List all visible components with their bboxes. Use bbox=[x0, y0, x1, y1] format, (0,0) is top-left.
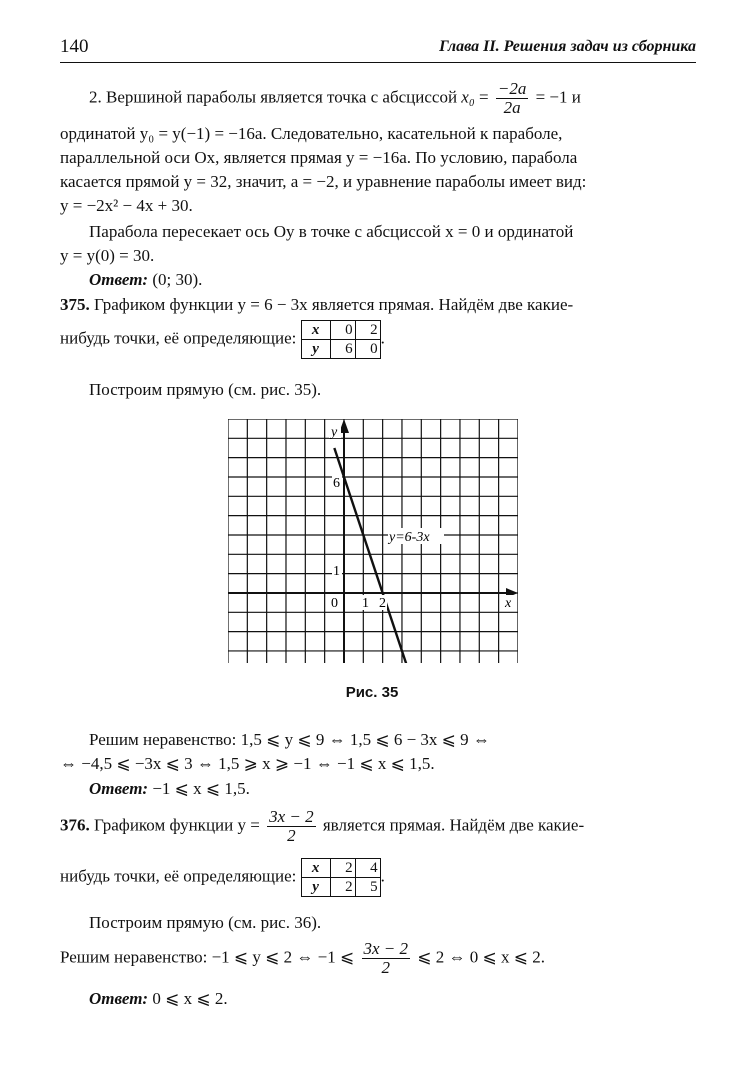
page-number: 140 bbox=[60, 36, 89, 57]
p375-solution-1: Решим неравенство: 1,5 ⩽ y ⩽ 9 ⇔ 1,5 ⩽ 6 − 3x ⩽ 9 ⇔ bbox=[89, 730, 490, 749]
x-axis-label: x bbox=[505, 596, 512, 611]
p2-answer: Ответ: (0; 30). bbox=[89, 270, 203, 289]
tick-label-y1: 1 bbox=[333, 564, 340, 579]
p375-line-1: 375. Графиком функции y = 6 − 3x является прямая. Найдём две какие- bbox=[60, 295, 574, 314]
page-header bbox=[60, 36, 696, 63]
p376-line-2: нибудь точки, её определяющие: x 2 4 y 2 5. bbox=[60, 858, 696, 897]
grid bbox=[228, 419, 518, 663]
tick-label-x1: 1 bbox=[362, 596, 369, 611]
function-line bbox=[334, 448, 411, 663]
tick-label-y6: 6 bbox=[333, 476, 340, 491]
p376-answer: Ответ: 0 ⩽ x ⩽ 2. bbox=[89, 989, 228, 1008]
p376-line-3: Построим прямую (см. рис. 36). bbox=[89, 913, 322, 932]
function-label: y=6-3x bbox=[389, 530, 430, 545]
p1-line-3: параллельной оси Ox, является прямая y = −16a. По условию, парабола bbox=[60, 148, 578, 167]
p375-line-2: нибудь точки, её определяющие: x 0 2 y 6 0. bbox=[60, 320, 696, 359]
fraction: $\frac{3x - 2}{2}$ bbox=[269, 807, 314, 845]
p1-line-1: 2. Вершиной параболы является точка с абсциссой x₀ = $\frac{-2a}{2a}$ = −1 и bbox=[89, 79, 581, 117]
p1-line-4: касается прямой y = 32, значит, a = −2, и уравнение параболы имеет вид: bbox=[60, 172, 587, 191]
p375-answer: Ответ: −1 ⩽ x ⩽ 1,5. bbox=[89, 779, 250, 798]
p376-line-1: 376. Графиком функции y = $\frac{3x - 2}{2}$ является прямая. Найдём две какие- bbox=[60, 807, 585, 845]
figure-35 bbox=[228, 419, 518, 663]
p1-line-2: ординатой y₀ = y(−1) = −16a. Следовательно, касательной к параболе, bbox=[60, 124, 563, 143]
p375-line-3: Построим прямую (см. рис. 35). bbox=[89, 380, 322, 399]
p1-line-5: y = −2x² − 4x + 30. bbox=[60, 196, 193, 215]
tick-label-x2: 2 bbox=[379, 596, 386, 611]
values-table-376: x 2 4 y 2 5 bbox=[301, 858, 381, 897]
fraction: $\frac{3x - 2}{2}$ bbox=[363, 939, 409, 977]
chapter-title: Глава II. Решения задач из сборника bbox=[439, 38, 696, 55]
p376-solution: Решим неравенство: −1 ⩽ y ⩽ 2 ⇔ −1 ⩽ $\frac{3x - 2}{2}$ ⩽ 2 ⇔ 0 ⩽ x ⩽ 2. bbox=[60, 939, 546, 977]
p375-solution-2: ⇔ −4,5 ⩽ −3x ⩽ 3 ⇔ 1,5 ⩾ x ⩾ −1 ⇔ −1 ⩽ x ⩽ 1,5. bbox=[60, 754, 435, 773]
values-table-375: x 0 2 y 6 0 bbox=[301, 320, 381, 359]
p2-line-2: y = y(0) = 30. bbox=[60, 246, 155, 265]
fraction: $\frac{-2a}{2a}$ bbox=[497, 79, 527, 117]
figure-caption: Рис. 35 bbox=[345, 684, 399, 701]
origin-label: 0 bbox=[331, 596, 338, 611]
y-axis-label: y bbox=[331, 425, 338, 440]
p2-line-1: Парабола пересекает ось Oy в точке с абсциссой x = 0 и ординатой bbox=[89, 222, 574, 241]
